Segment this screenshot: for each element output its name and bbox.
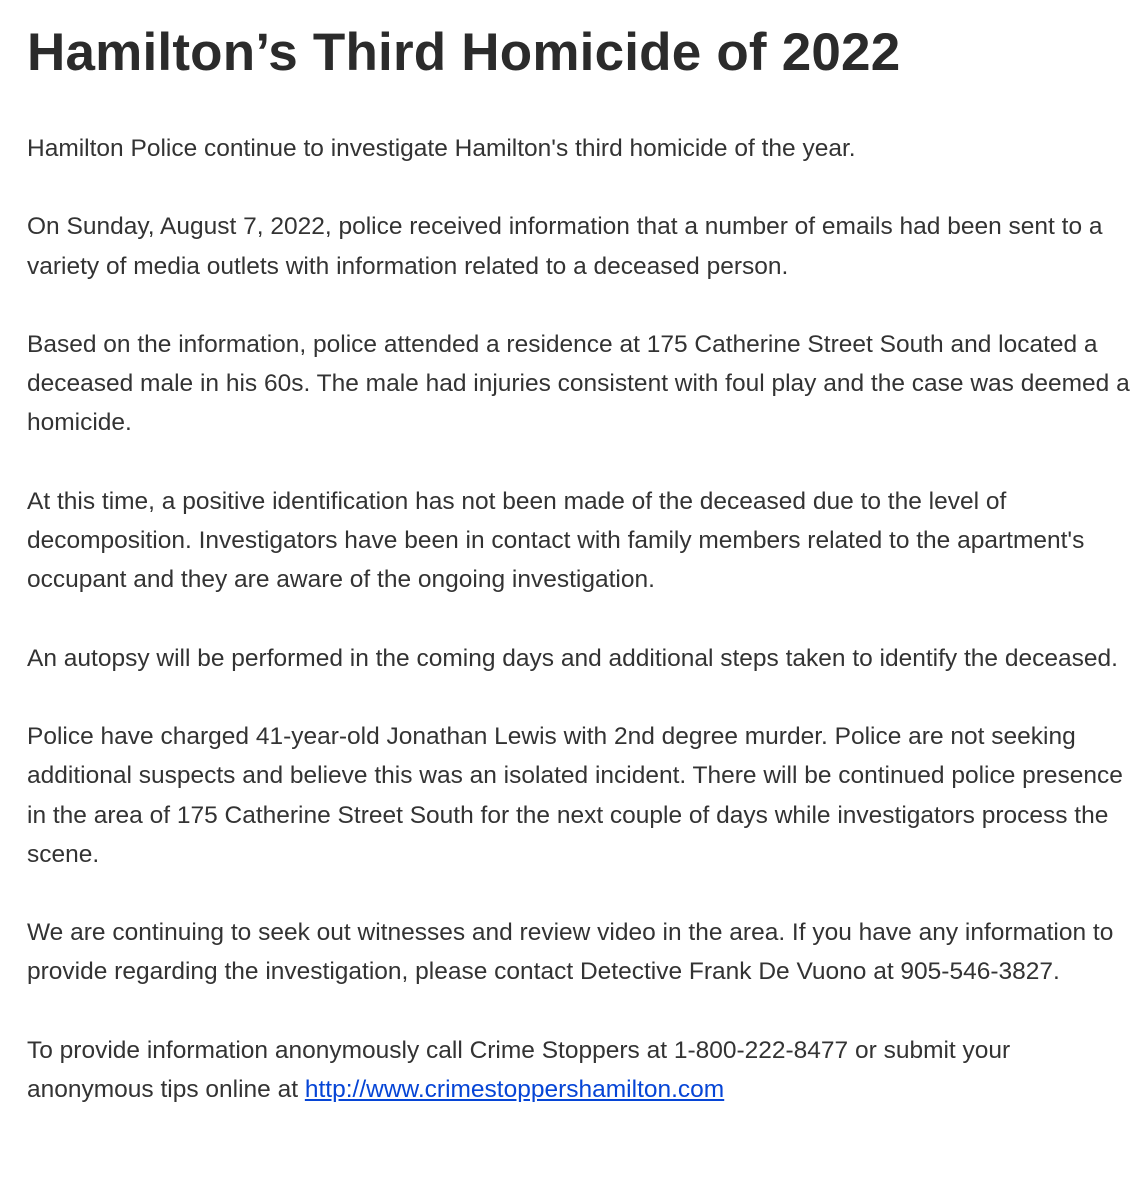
paragraph-autopsy: An autopsy will be performed in the coming days and additional steps taken to identify the deceased. xyxy=(27,644,1118,672)
crime-stoppers-text: To provide information anonymously call Crime Stoppers at 1-800-222-8477 or submit your anonymous tips online at xyxy=(27,1036,1011,1104)
paragraph-crime-stoppers xyxy=(27,1031,1131,1110)
paragraph-intro: Hamilton Police continue to investigate Hamilton's third homicide of the year. xyxy=(27,135,856,162)
paragraph-witnesses: We are continuing to seek out witnesses and review video in the area. If you have any information to provide regarding the investigation, please contact Detective Frank De Vuono at 905-546-3827. xyxy=(27,919,1114,986)
page-title: Hamilton’s Third Homicide of 2022 xyxy=(27,23,901,82)
paragraph-emails: On Sunday, August 7, 2022, police received information that a number of emails had been sent to a variety of media outlets with information related to a deceased person. xyxy=(27,213,1103,280)
paragraph-identification: At this time, a positive identification has not been made of the deceased due to the level of decomposition. Investigators have been in contact with family members related to the apartment's occupant and they are aware of the ongoing investigation. xyxy=(27,487,1085,594)
paragraph-residence: Based on the information, police attended a residence at 175 Catherine Street South and located a deceased male in his 60s. The male had injuries consistent with foul play and the case was deemed a homicide. xyxy=(27,330,1130,437)
crime-stoppers-link[interactable]: http://www.crimestoppershamilton.com xyxy=(304,1076,725,1104)
article-body xyxy=(27,129,1131,1109)
paragraph-charges: Police have charged 41-year-old Jonathan Lewis with 2nd degree murder. Police are not seeking additional suspects and believe this was an isolated incident. There will be continued police presence in the area of 175 Catherine Street South for the next couple of days while investigators process the scene. xyxy=(27,722,1123,868)
